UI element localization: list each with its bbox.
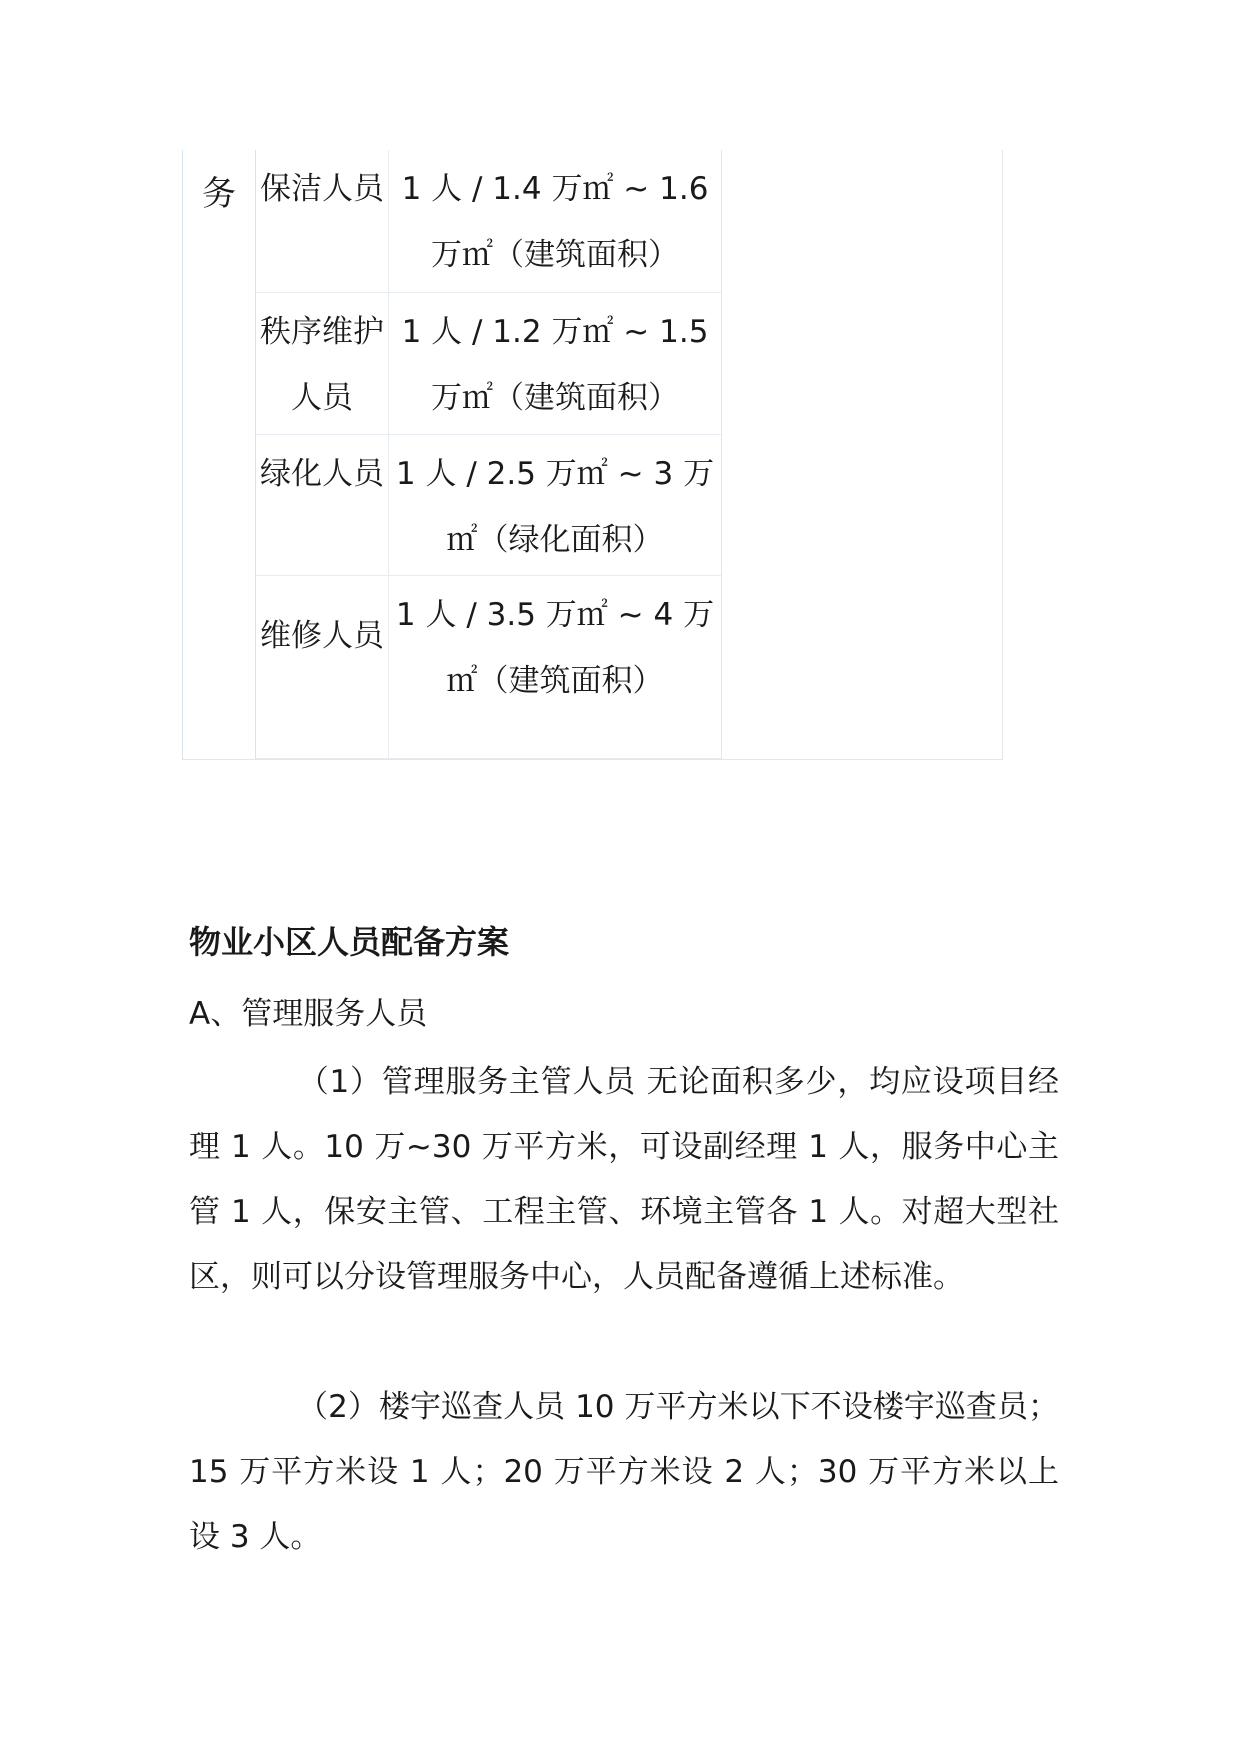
table-cell-ratio: 1 人 / 2.5 万㎡ ~ 3 万㎡（绿化面积）	[395, 456, 715, 558]
paragraph	[189, 1375, 1059, 1570]
section-subhead: A、管理服务人员	[189, 996, 428, 1032]
table-row	[256, 435, 721, 576]
table-cell-role: 维修人员	[256, 576, 389, 758]
staff-ratio-table	[182, 150, 1003, 760]
table-row	[256, 576, 721, 759]
table-cell-role: 秩序维护人员	[256, 293, 389, 434]
paragraph-text: （2）楼宇巡查人员 10 万平方米以下不设楼宇巡查员；15 万平方米设 1 人；20 万平方米设 2 人；30 万平方米以上设 3 人。	[189, 1389, 1059, 1555]
paragraph-text: （1）管理服务主管人员 无论面积多少，均应设项目经理 1 人。10 万~30 万平方米，可设副经理 1 人，服务中心主管 1 人，保安主管、工程主管、环境主管各 1 人。对超大型社区，则可以分设管理服务中心，人员配备遵循上述标准。	[189, 1064, 1059, 1295]
table-category-label: 务	[202, 174, 236, 214]
table-cell-ratio: 1 人 / 1.2 万㎡ ~ 1.5 万㎡（建筑面积）	[401, 314, 709, 416]
table-row	[256, 150, 721, 293]
table-cell-role: 绿化人员	[256, 435, 389, 575]
table-row	[256, 293, 721, 435]
table-empty-column	[721, 150, 1004, 759]
table-cell-ratio: 1 人 / 1.4 万㎡ ~ 1.6 万㎡（建筑面积）	[401, 171, 709, 273]
table-cell-ratio: 1 人 / 3.5 万㎡ ~ 4 万㎡（建筑面积）	[395, 597, 715, 699]
paragraph	[189, 1050, 1059, 1310]
section-title: 物业小区人员配备方案	[189, 923, 510, 961]
table-cell-role: 保洁人员	[256, 150, 389, 292]
table-category-column	[183, 150, 256, 759]
